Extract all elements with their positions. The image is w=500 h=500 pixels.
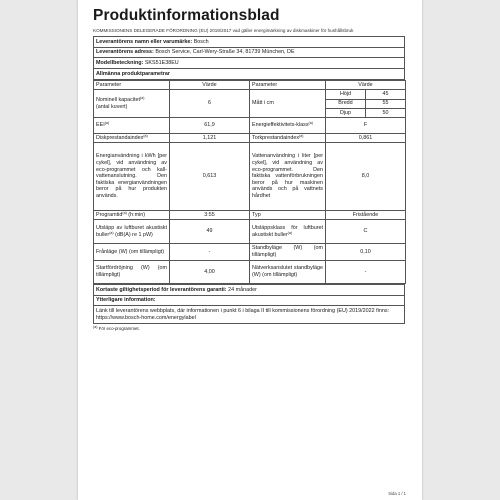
width-label: Bredd: [326, 99, 366, 108]
depth-value: 50: [382, 109, 389, 116]
model-row: [94, 58, 405, 69]
standby-value: 0,10: [326, 244, 406, 261]
program-time-unit: (h:min): [128, 211, 146, 218]
delay-start-label: Startfördröjning (W) (om tillämpligt): [94, 261, 170, 284]
table-row: EEI$^{(a)}$ 61,9 Energieffektivitets-klass$^{(a)}$ F: [94, 118, 406, 134]
table-header-row: [94, 80, 406, 90]
model-label: Modellbeteckning:: [96, 59, 144, 66]
energy-value: 0,613: [170, 143, 250, 211]
eei-label: EEI: [96, 122, 105, 129]
noise-class-label: Utsläppsklass för luftburet akustiskt buller: [252, 224, 323, 238]
networked-label: Nätverksanslutet standbyläge (W) (om tillämpligt): [250, 261, 326, 284]
document-page: [78, 0, 422, 500]
program-time-value: 3:55: [170, 211, 250, 220]
noise-class-value: C: [326, 220, 406, 244]
parameter-table: [93, 80, 406, 284]
guarantee-label: Kortaste giltighetsperiod för leverantörens garanti:: [96, 286, 227, 293]
table-row: [94, 143, 406, 211]
additional-info-label: Ytterligare information:: [94, 295, 405, 306]
additional-info-heading-row: [94, 295, 405, 306]
energy-class-value: F: [326, 118, 406, 134]
drying-label: Torkprestandaindex: [252, 134, 300, 141]
table-row: Programtid$^{(a)}$ (h:min) 3:55 Typ Fristående: [94, 211, 406, 220]
additional-info-text: Länk till leverantörens webbplats, där informationen i punkt 6 i bilaga II till kommissionens förordning (EU) 2019/2022 finns: https://www.bosch-home.com/energylabel: [94, 306, 405, 324]
water-value: 8,0: [326, 143, 406, 211]
page-number: Sida 1 / 1: [388, 491, 406, 496]
program-time-label: Programtid: [96, 211, 123, 218]
dimensions-label: Mått i cm: [250, 90, 326, 118]
delay-start-value: 4,00: [170, 261, 250, 284]
networked-value: -: [326, 261, 406, 284]
param-header-right: Parameter: [250, 80, 326, 90]
table-row: [94, 261, 406, 284]
param-header-left: Parameter: [94, 80, 170, 90]
general-section-heading: Allmänna produktparametrar: [94, 69, 405, 80]
table-row: [94, 90, 406, 118]
off-mode-label: Frånläge (W) (om tillämpligt): [94, 244, 170, 261]
noise-label: Utsläpp av luftburet akustiskt buller: [96, 224, 167, 238]
eei-value: 61,9: [170, 118, 250, 134]
cleaning-label: Diskprestandaindex: [96, 134, 144, 141]
value-header-left: Värde: [170, 80, 250, 90]
footnote-marker: (a): [93, 325, 98, 330]
document-content: [93, 6, 405, 331]
type-label: Typ: [250, 211, 326, 220]
guarantee-row: [94, 285, 405, 296]
dimensions-table: [326, 90, 405, 117]
capacity-value: 6: [170, 90, 250, 118]
capacity-label: Nominell kapacitet: [96, 97, 141, 104]
type-value: Fristående: [326, 211, 406, 220]
supplier-label: Leverantörens namn eller varumärke:: [96, 38, 193, 45]
dimensions-cell: [326, 90, 406, 118]
supplier-row: [94, 37, 405, 48]
height-label: Höjd: [326, 90, 366, 99]
off-mode-value: -: [170, 244, 250, 261]
drying-value: 0,861: [326, 134, 406, 143]
extra-info-table: [93, 284, 405, 324]
table-row: Diskprestandaindex$^{(a)}$ 1,121 Torkprestandaindex$^{(a)}$ 0,861: [94, 134, 406, 143]
additional-info-row: [94, 306, 405, 324]
energy-class-label: Energieffektivitets-klass: [252, 122, 309, 129]
address-row: [94, 47, 405, 58]
value-header-right: Värde: [326, 80, 406, 90]
address-label: Leverantörens adress:: [96, 49, 154, 56]
guarantee-value: 24 månader: [228, 286, 257, 293]
document-title: Produktinformationsblad: [93, 7, 280, 24]
width-value: 55: [366, 99, 406, 108]
table-row: Utsläpp av luftburet akustiskt buller$^{(a)}$ (dB(A) re 1 pW) 49 Utsläppsklass för luftburet akustiskt buller$^{(a)}$ C: [94, 220, 406, 244]
model-value: SKS51E38EU: [144, 59, 179, 66]
noise-unit: (dB(A) re 1 pW): [115, 231, 153, 238]
height-value: 45: [366, 90, 406, 99]
footnote-text: För eco-programmet.: [98, 326, 140, 332]
footnote: [93, 326, 405, 331]
cleaning-value: 1,121: [170, 134, 250, 143]
standby-label: Standbyläge (W) (om tillämpligt): [250, 244, 326, 261]
supplier-value: Bosch: [193, 38, 209, 45]
capacity-unit: (antal kuvert): [96, 103, 128, 110]
depth-label: Djup: [326, 108, 366, 117]
water-label: Vattenanvändning i liter [per cykel], vid användning av eco-programmet. Den faktiska vattenförbrukningen beror på hur maskinen används och på vattnets hårdhet: [250, 143, 326, 211]
address-value: Bosch Service, Carl-Wery-Straße 34, 81739 München, DE: [155, 49, 295, 56]
energy-label: Energianvändning i kWh [per cykel], vid användning av eco-programmet och kall-vattenanslutning. Den faktiska energianvändningen beror på hur produkten används.: [94, 143, 170, 211]
regulation-subtitle: KOMMISSIONENS DELEGERADE FÖRORDNING (EU) 2019/2017 vad gäller energimärkning av diskmaskiner för hushållsbruk: [93, 28, 354, 33]
general-section-row: [94, 69, 405, 80]
footnote-ref: (a): [140, 96, 145, 101]
meta-table: [93, 36, 405, 80]
table-row: [94, 244, 406, 261]
noise-value: 49: [170, 220, 250, 244]
